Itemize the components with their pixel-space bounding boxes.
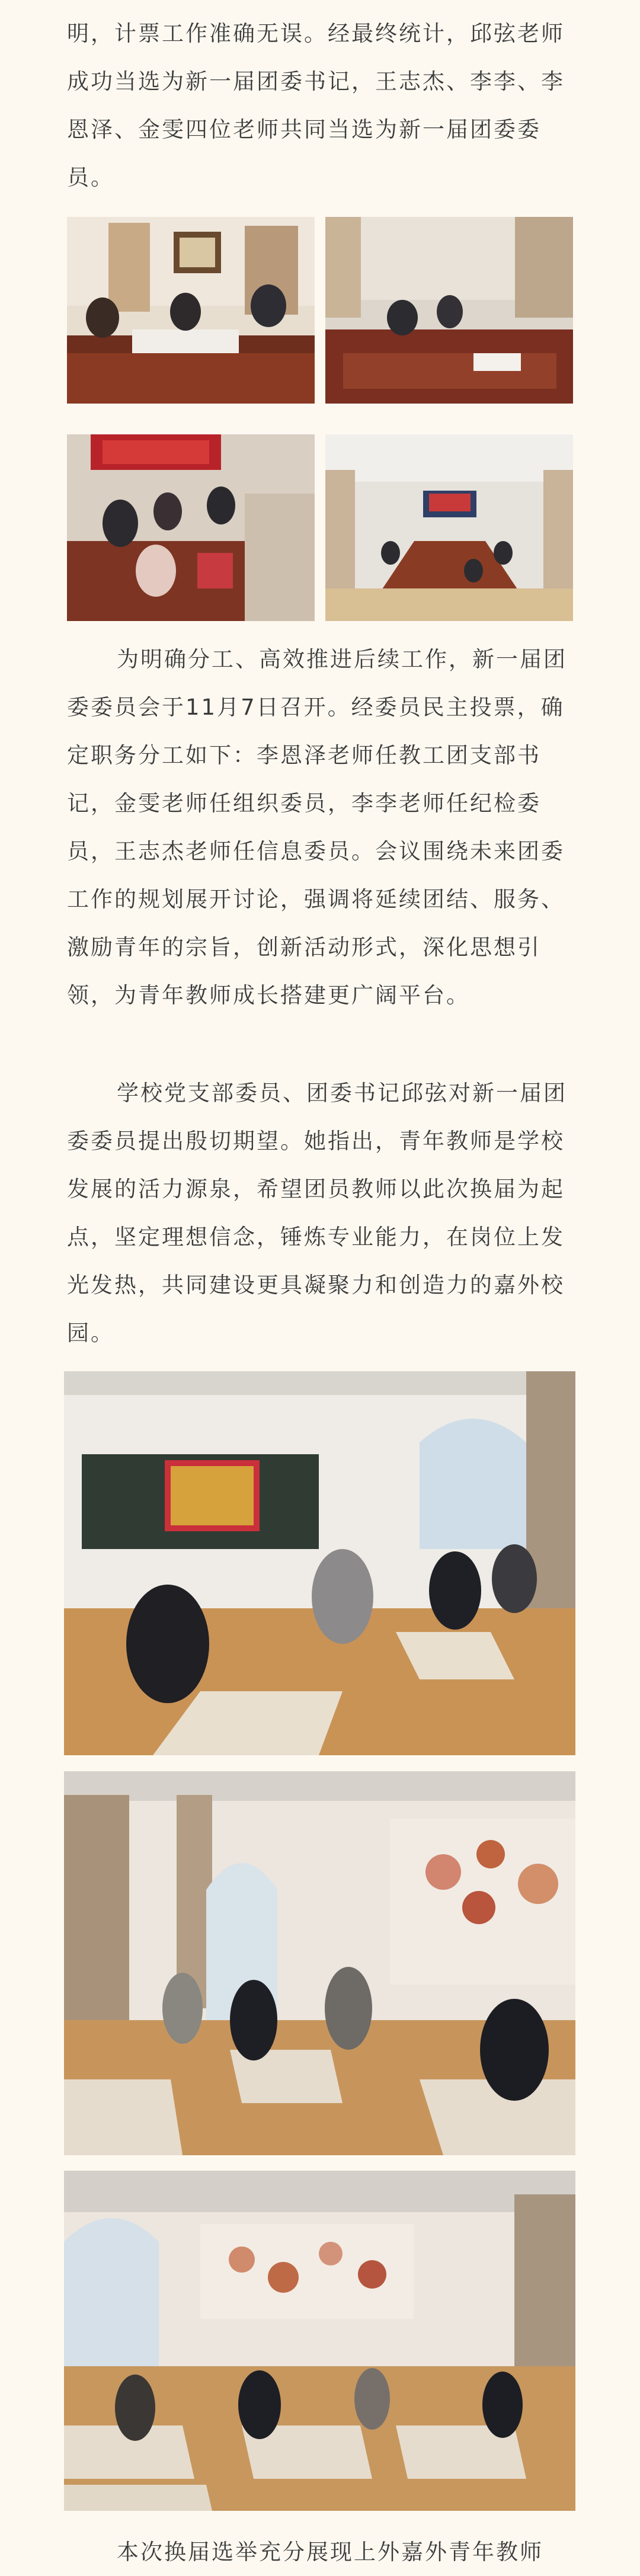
article-paragraph-4: 本次换届选举充分展现上外嘉外青年教师 bbox=[117, 2539, 543, 2565]
meeting-photo-2 bbox=[325, 217, 573, 404]
meeting-photo-3 bbox=[67, 434, 315, 621]
classroom-photo-3 bbox=[64, 2171, 575, 2511]
meeting-photo-1 bbox=[67, 217, 315, 404]
article-paragraph-3: 学校党支部委员、团委书记邱弦对新一届团委委员提出殷切期望。她指出，青年教师是学校发展的活力源泉，希望团员教师以此次换届为起点，坚定理想信念，锤炼专业能力，在岗位上发光发热，共同建设更具凝聚力和创造力的嘉外校园。 bbox=[67, 1080, 567, 1346]
meeting-photo-4 bbox=[325, 434, 573, 621]
classroom-photo-1 bbox=[64, 1371, 575, 1755]
classroom-photo-2 bbox=[64, 1771, 575, 2155]
article-paragraph-2: 为明确分工、高效推进后续工作，新一届团委委员会于11月7日召开。经委员民主投票，确定职务分工如下：李恩泽老师任教工团支部书记，金雯老师任组织委员，李李老师任纪检委员，王志杰老师任信息委员。会议围绕未来团委工作的规划展开讨论，强调将延续团结、服务、激励青年的宗旨，创新活动形式，深化思想引领，为青年教师成长搭建更广阔平台。 bbox=[67, 647, 567, 1008]
article-paragraph-1: 明，计票工作准确无误。经最终统计，邱弦老师成功当选为新一届团委书记，王志杰、李李、李恩泽、金雯四位老师共同当选为新一届团委委员。 bbox=[67, 21, 565, 190]
